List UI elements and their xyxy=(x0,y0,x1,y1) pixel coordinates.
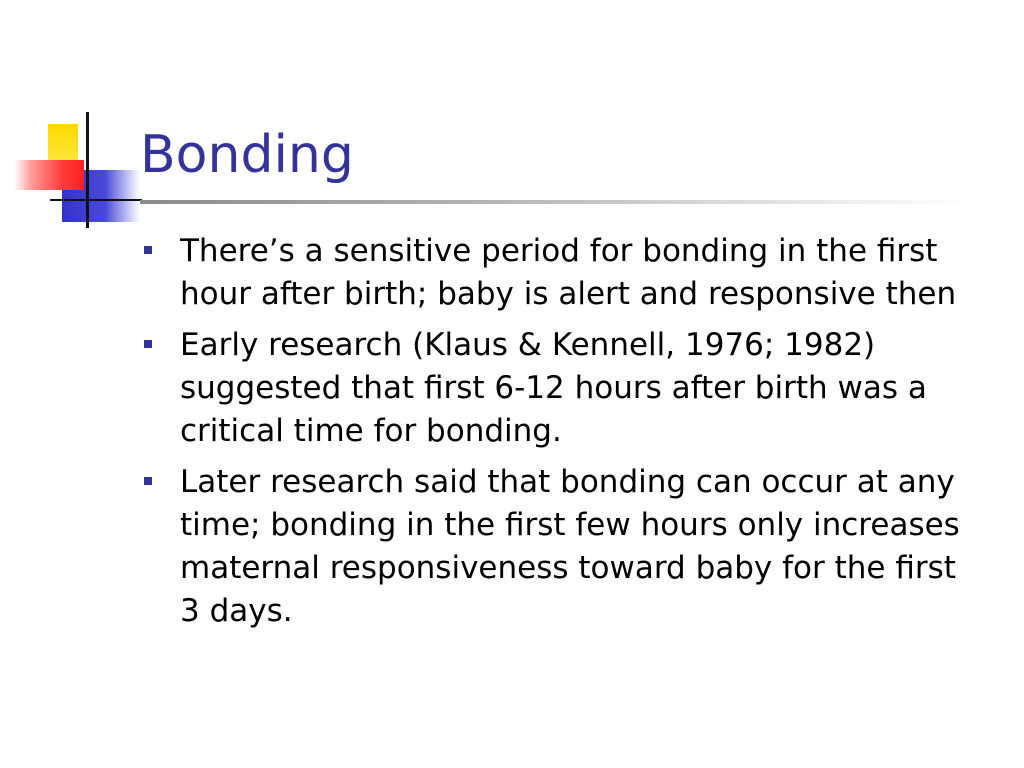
bullet-item xyxy=(144,461,994,633)
bullet-list xyxy=(144,230,994,641)
red-square-shape xyxy=(14,160,84,190)
bullet-text: There’s a sensitive period for bonding in the first hour after birth; baby is alert and responsive then xyxy=(180,233,957,312)
bullet-text: Early research (Klaus & Kennell, 1976; 1982) suggested that first 6-12 hours after birth was a critical time for bonding. xyxy=(180,327,927,449)
square-bullet-icon xyxy=(144,246,152,254)
yellow-square-shape xyxy=(48,124,78,164)
bullet-item xyxy=(144,230,994,316)
horizontal-line-shape xyxy=(50,199,142,201)
title-underline xyxy=(140,200,970,204)
vertical-line-shape xyxy=(86,112,89,228)
square-bullet-icon xyxy=(144,477,152,485)
bullet-text: Later research said that bonding can occur at any time; bonding in the first few hours only increases maternal responsiveness toward baby for the first 3 days. xyxy=(180,464,960,629)
slide-title: Bonding xyxy=(140,125,354,185)
bullet-item xyxy=(144,324,994,453)
decorative-logo xyxy=(0,0,180,240)
square-bullet-icon xyxy=(144,340,152,348)
